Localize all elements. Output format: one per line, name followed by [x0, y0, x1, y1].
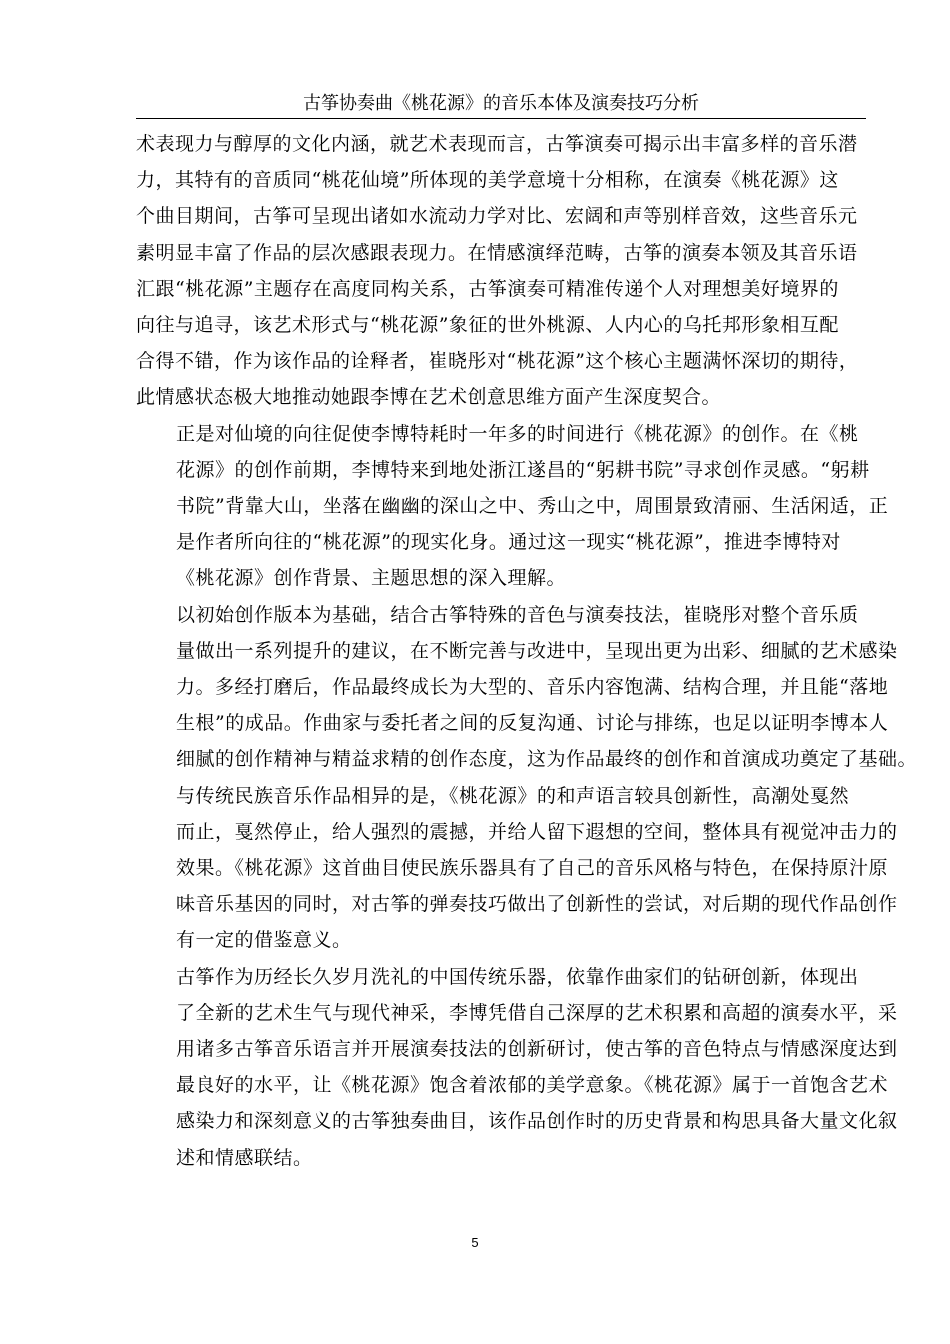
paragraph-line: 最良好的水平，让《桃花源》饱含着浓郁的美学意象。《桃花源》属于一首饱含艺术: [176, 1074, 889, 1097]
body-text: [136, 126, 918, 1176]
paragraph-line: 个曲目期间，古筝可呈现出诸如水流动力学对比、宏阔和声等别样音效，这些音乐元: [136, 205, 858, 228]
paragraph-line: 有一定的借鉴意义。: [176, 929, 352, 952]
paragraph-line: 而止，戛然停止，给人强烈的震撼，并给人留下遐想的空间，整体具有视觉冲击力的: [176, 820, 898, 843]
paragraph-line: 了全新的艺术生气与现代神采，李博凭借自己深厚的艺术积累和高超的演奏水平，采: [176, 1001, 898, 1024]
paragraph-line: 此情感状态极大地推动她跟李博在艺术创意思维方面产生深度契合。: [136, 386, 722, 409]
paragraph-line: 生根”的成品。作曲家与委托者之间的反复沟通、讨论与排练，也足以证明李博本人: [176, 712, 889, 735]
header-divider: [136, 118, 866, 119]
paragraph-line: 感染力和深刻意义的古筝独奏曲目，该作品创作时的历史背景和构思具备大量文化叙: [176, 1110, 898, 1133]
paragraph-line: 量做出一系列提升的建议，在不断完善与改进中，呈现出更为出彩、细腻的艺术感染: [176, 639, 898, 662]
paragraph-line: 述和情感联结。: [176, 1146, 313, 1169]
paragraph-line: 效果。《桃花源》这首曲目使民族乐器具有了自己的音乐风格与特色，在保持原汁原: [176, 857, 889, 880]
paragraph-line: 味音乐基因的同时，对古筝的弹奏技巧做出了创新性的尝试，对后期的现代作品创作: [176, 893, 898, 916]
paragraph-line: 以初始创作版本为基础，结合古筝特殊的音色与演奏技法，崔晓彤对整个音乐质: [176, 603, 859, 626]
paragraph-line: 是作者所向往的“桃花源”的现实化身。通过这一现实“桃花源”，推进李博特对: [176, 531, 841, 554]
paragraph-line: 古筝作为历经长久岁月洗礼的中国传统乐器，依靠作曲家们的钻研创新，体现出: [176, 965, 859, 988]
paragraph-line: 向往与追寻，该艺术形式与“桃花源”象征的世外桃源、人内心的乌托邦形象相互配: [136, 314, 839, 337]
paragraph: [136, 597, 918, 778]
paragraph-line: 用诸多古筝音乐语言并开展演奏技法的创新研讨，使古筝的音色特点与情感深度达到: [176, 1038, 898, 1061]
paragraph: [136, 959, 898, 1176]
paragraph-line: 《桃花源》创作背景、主题思想的深入理解。: [176, 567, 567, 590]
paragraph-line: 与传统民族音乐作品相异的是，《桃花源》的和声语言较具创新性，高潮处戛然: [176, 784, 850, 807]
paragraph: [136, 416, 889, 597]
paragraph: [136, 126, 859, 416]
running-header-title: 古筝协奏曲《桃花源》的音乐本体及演奏技巧分析: [303, 93, 699, 114]
paragraph-line: 力，其特有的音质同“桃花仙境”所体现的美学意境十分相称，在演奏《桃花源》这: [136, 169, 839, 192]
paragraph-line: 素明显丰富了作品的层次感跟表现力。在情感演绎范畴，古筝的演奏本领及其音乐语: [136, 241, 858, 264]
paragraph-line: 术表现力与醇厚的文化内涵，就艺术表现而言，古筝演奏可揭示出丰富多样的音乐潜: [136, 133, 858, 155]
paragraph-line: 正是对仙境的向往促使李博特耗时一年多的时间进行《桃花源》的创作。在《桃: [176, 422, 859, 445]
paragraph-line: 合得不错，作为该作品的诠释者，崔晓彤对“桃花源”这个核心主题满怀深切的期待，: [136, 350, 859, 373]
paragraph: [136, 778, 898, 959]
paragraph-line: 书院”背靠大山，坐落在幽幽的深山之中、秀山之中，周围景致清丽、生活闲适，正: [176, 495, 889, 518]
page-number: 5: [471, 1235, 479, 1250]
paragraph-line: 花源》的创作前期，李博特来到地处浙江遂昌的“躬耕书院”寻求创作灵感。“躬耕: [176, 458, 870, 481]
paragraph-line: 细腻的创作精神与精益求精的创作态度，这为作品最终的创作和首演成功奠定了基础。: [176, 748, 918, 771]
paragraph-line: 汇跟“桃花源”主题存在高度同构关系，古筝演奏可精准传递个人对理想美好境界的: [136, 277, 839, 300]
paragraph-line: 力。多经打磨后，作品最终成长为大型的、音乐内容饱满、结构合理，并且能“落地: [176, 676, 889, 699]
